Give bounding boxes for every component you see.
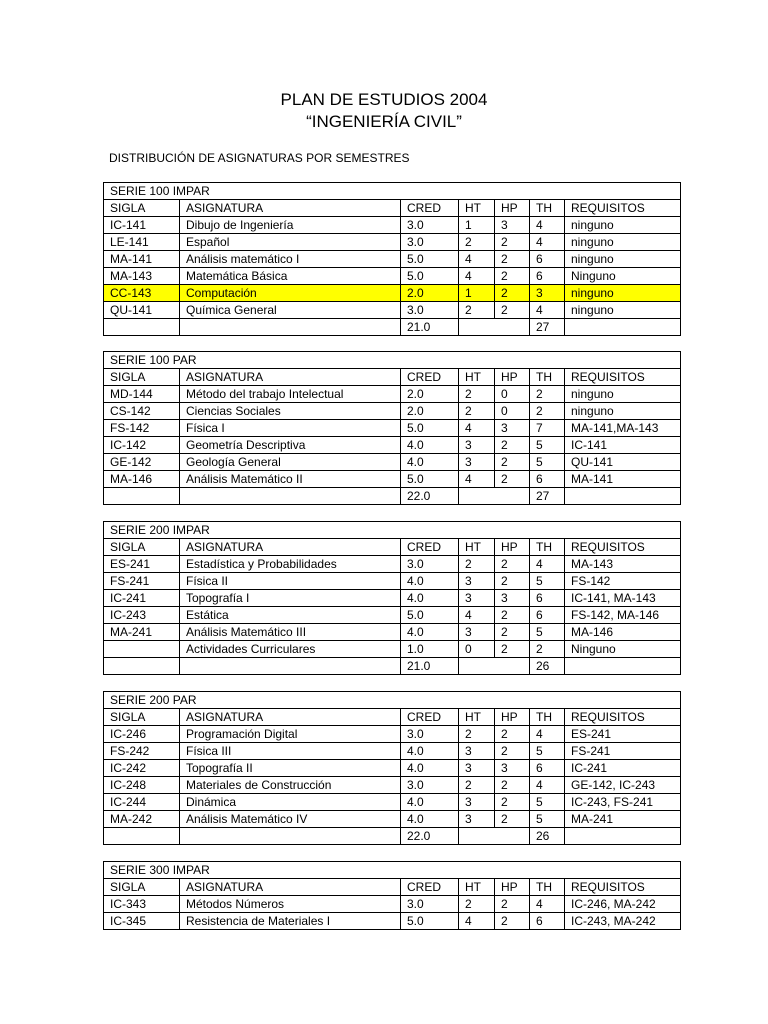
table-cell: Ninguno: [565, 268, 681, 285]
table-cell: IC-141: [104, 217, 180, 234]
table-cell: 3: [459, 794, 495, 811]
table-cell: Dinámica: [180, 794, 401, 811]
table-cell: IC-142: [104, 437, 180, 454]
table-cell: Análisis Matemático IV: [180, 811, 401, 828]
course-row: [104, 760, 681, 777]
course-row: [104, 573, 681, 590]
column-header: ASIGNATURA: [180, 200, 401, 217]
table-cell: 3: [459, 573, 495, 590]
table-cell: 4: [530, 726, 565, 743]
table-cell: Método del trabajo Intelectual: [180, 386, 401, 403]
table-cell: Estadística y Probabilidades: [180, 556, 401, 573]
table-cell: 0: [459, 641, 495, 658]
table-cell: 5: [530, 794, 565, 811]
table-cell: 2: [495, 726, 530, 743]
table-cell: 3.0: [401, 217, 459, 234]
series-label: SERIE 300 IMPAR: [104, 862, 681, 879]
table-cell: IC-141, MA-143: [565, 590, 681, 607]
table-cell: Ciencias Sociales: [180, 403, 401, 420]
table-cell: MA-241: [104, 624, 180, 641]
table-cell: IC-343: [104, 896, 180, 913]
column-header: TH: [530, 369, 565, 386]
table-cell: 2: [530, 386, 565, 403]
table-cell: 5.0: [401, 471, 459, 488]
total-credits: 21.0: [401, 319, 459, 336]
column-header: REQUISITOS: [565, 879, 681, 896]
table-cell: QU-141: [565, 454, 681, 471]
total-credits: 21.0: [401, 658, 459, 675]
table-cell: 6: [530, 251, 565, 268]
table-cell: 6: [530, 471, 565, 488]
table-cell: Métodos Números: [180, 896, 401, 913]
table-cell: 4.0: [401, 437, 459, 454]
table-cell: 5: [530, 743, 565, 760]
table-cell: 0: [495, 386, 530, 403]
column-header: CRED: [401, 879, 459, 896]
table-cell: [180, 488, 401, 505]
table-cell: FS-241: [104, 573, 180, 590]
table-cell: Ninguno: [565, 641, 681, 658]
column-header: TH: [530, 709, 565, 726]
table-cell: IC-345: [104, 913, 180, 930]
table-cell: Física II: [180, 573, 401, 590]
table-cell: 4: [530, 556, 565, 573]
totals-row: [104, 828, 681, 845]
column-header: SIGLA: [104, 369, 180, 386]
table-cell: 3.0: [401, 896, 459, 913]
table-cell: FS-242: [104, 743, 180, 760]
table-cell: 5.0: [401, 607, 459, 624]
table-cell: 4.0: [401, 454, 459, 471]
column-header: CRED: [401, 539, 459, 556]
course-row: [104, 641, 681, 658]
table-cell: 7: [530, 420, 565, 437]
column-header: REQUISITOS: [565, 709, 681, 726]
table-cell: ninguno: [565, 251, 681, 268]
column-header: CRED: [401, 200, 459, 217]
totals-row: [104, 658, 681, 675]
table-cell: 2: [495, 896, 530, 913]
table-cell: 6: [530, 268, 565, 285]
table-cell: IC-244: [104, 794, 180, 811]
table-cell: IC-241: [565, 760, 681, 777]
column-header: SIGLA: [104, 200, 180, 217]
table-cell: 2: [459, 302, 495, 319]
table-cell: 3: [459, 437, 495, 454]
totals-row: [104, 319, 681, 336]
table-cell: 2: [495, 913, 530, 930]
column-header: HT: [459, 709, 495, 726]
course-row: [104, 471, 681, 488]
table-cell: 3.0: [401, 556, 459, 573]
column-header: HP: [495, 200, 530, 217]
table-cell: MA-143: [565, 556, 681, 573]
course-row: [104, 251, 681, 268]
table-cell: 3: [459, 743, 495, 760]
table-cell: 4.0: [401, 811, 459, 828]
table-cell: [459, 658, 530, 675]
table-cell: GE-142: [104, 454, 180, 471]
course-row: [104, 777, 681, 794]
semester-table: [103, 521, 681, 675]
table-cell: [180, 658, 401, 675]
table-cell: Estática: [180, 607, 401, 624]
header-row: [104, 200, 681, 217]
table-cell: 3: [459, 624, 495, 641]
table-cell: [104, 488, 180, 505]
table-cell: 1: [459, 217, 495, 234]
table-cell: IC-141: [565, 437, 681, 454]
table-cell: 2: [495, 556, 530, 573]
table-cell: 2: [459, 403, 495, 420]
table-cell: [565, 319, 681, 336]
table-cell: 4: [459, 251, 495, 268]
table-cell: 4: [459, 607, 495, 624]
table-cell: 2: [530, 403, 565, 420]
table-cell: FS-142, MA-146: [565, 607, 681, 624]
course-row: [104, 726, 681, 743]
table-cell: 2: [495, 234, 530, 251]
table-cell: LE-141: [104, 234, 180, 251]
table-cell: [104, 641, 180, 658]
column-header: REQUISITOS: [565, 200, 681, 217]
column-header: CRED: [401, 709, 459, 726]
total-credits: 22.0: [401, 828, 459, 845]
table-cell: 5: [530, 811, 565, 828]
table-cell: 3.0: [401, 726, 459, 743]
table-cell: IC-243, MA-242: [565, 913, 681, 930]
table-cell: [459, 828, 530, 845]
table-cell: 2: [459, 556, 495, 573]
table-cell: Matemática Básica: [180, 268, 401, 285]
table-cell: [104, 658, 180, 675]
table-cell: MA-146: [565, 624, 681, 641]
table-cell: 1: [459, 285, 495, 302]
table-cell: Programación Digital: [180, 726, 401, 743]
column-header: HT: [459, 369, 495, 386]
table-cell: 4.0: [401, 743, 459, 760]
table-cell: Geometría Descriptiva: [180, 437, 401, 454]
total-hours: 26: [530, 828, 565, 845]
course-row: [104, 454, 681, 471]
table-cell: 2: [459, 386, 495, 403]
table-cell: [565, 488, 681, 505]
course-row: [104, 420, 681, 437]
table-cell: IC-243, FS-241: [565, 794, 681, 811]
table-cell: 5: [530, 624, 565, 641]
table-cell: MA-241: [565, 811, 681, 828]
semester-table: [103, 691, 681, 845]
table-cell: [104, 319, 180, 336]
table-cell: 2: [495, 285, 530, 302]
table-cell: 6: [530, 760, 565, 777]
table-cell: [459, 319, 530, 336]
table-cell: 5: [530, 573, 565, 590]
total-hours: 26: [530, 658, 565, 675]
column-header: HT: [459, 539, 495, 556]
column-header: TH: [530, 879, 565, 896]
table-cell: Física I: [180, 420, 401, 437]
series-label: SERIE 200 PAR: [104, 692, 681, 709]
column-header: SIGLA: [104, 879, 180, 896]
table-cell: Materiales de Construcción: [180, 777, 401, 794]
table-cell: [180, 828, 401, 845]
column-header: HP: [495, 709, 530, 726]
table-cell: 3: [459, 454, 495, 471]
table-cell: 2: [459, 777, 495, 794]
table-cell: 1.0: [401, 641, 459, 658]
table-cell: [565, 658, 681, 675]
column-header: HP: [495, 539, 530, 556]
table-cell: Análisis Matemático III: [180, 624, 401, 641]
table-cell: 4: [459, 913, 495, 930]
table-cell: 2: [459, 896, 495, 913]
series-label: SERIE 200 IMPAR: [104, 522, 681, 539]
column-header: HT: [459, 879, 495, 896]
table-cell: Análisis matemático I: [180, 251, 401, 268]
course-row: [104, 437, 681, 454]
course-row: [104, 386, 681, 403]
table-cell: Topografía I: [180, 590, 401, 607]
table-cell: Resistencia de Materiales I: [180, 913, 401, 930]
header-row: [104, 709, 681, 726]
table-cell: FS-241: [565, 743, 681, 760]
table-cell: ninguno: [565, 234, 681, 251]
table-cell: ES-241: [565, 726, 681, 743]
table-cell: MA-143: [104, 268, 180, 285]
table-cell: [459, 488, 530, 505]
table-cell: 2: [495, 743, 530, 760]
table-cell: 4.0: [401, 573, 459, 590]
table-cell: Topografía II: [180, 760, 401, 777]
table-cell: 2.0: [401, 403, 459, 420]
course-row: [104, 302, 681, 319]
table-cell: 2: [495, 573, 530, 590]
table-cell: Actividades Curriculares: [180, 641, 401, 658]
table-cell: MA-242: [104, 811, 180, 828]
table-cell: 2: [459, 234, 495, 251]
table-cell: 2: [495, 302, 530, 319]
table-cell: [180, 319, 401, 336]
course-row: [104, 403, 681, 420]
course-row: [104, 896, 681, 913]
table-cell: 4: [530, 234, 565, 251]
table-cell: Español: [180, 234, 401, 251]
column-header: ASIGNATURA: [180, 369, 401, 386]
course-row: [104, 234, 681, 251]
table-cell: ninguno: [565, 302, 681, 319]
table-cell: IC-246, MA-242: [565, 896, 681, 913]
table-cell: 2: [495, 641, 530, 658]
table-cell: 3: [530, 285, 565, 302]
table-cell: 2: [495, 777, 530, 794]
table-cell: 4: [459, 471, 495, 488]
table-cell: 5.0: [401, 268, 459, 285]
table-cell: 6: [530, 607, 565, 624]
table-cell: 3.0: [401, 302, 459, 319]
table-cell: 4: [530, 302, 565, 319]
column-header: ASIGNATURA: [180, 709, 401, 726]
semester-table: [103, 861, 681, 930]
table-cell: 2: [495, 624, 530, 641]
table-cell: [565, 828, 681, 845]
table-cell: 3: [495, 420, 530, 437]
table-cell: 3: [459, 811, 495, 828]
table-cell: ninguno: [565, 285, 681, 302]
semester-table: [103, 182, 681, 336]
column-header: HP: [495, 369, 530, 386]
table-cell: MA-146: [104, 471, 180, 488]
column-header: CRED: [401, 369, 459, 386]
course-row: [104, 268, 681, 285]
total-hours: 27: [530, 488, 565, 505]
column-header: TH: [530, 539, 565, 556]
table-cell: IC-242: [104, 760, 180, 777]
table-cell: 4: [530, 896, 565, 913]
table-cell: 4: [530, 777, 565, 794]
table-cell: 4.0: [401, 794, 459, 811]
table-cell: 4: [530, 217, 565, 234]
course-row: [104, 556, 681, 573]
column-header: HP: [495, 879, 530, 896]
table-cell: 3.0: [401, 234, 459, 251]
semester-table: [103, 351, 681, 505]
course-row: [104, 590, 681, 607]
table-cell: 2: [459, 726, 495, 743]
series-label: SERIE 100 PAR: [104, 352, 681, 369]
table-cell: 2: [495, 454, 530, 471]
course-row: [104, 285, 681, 302]
table-cell: 4: [459, 420, 495, 437]
table-cell: ninguno: [565, 217, 681, 234]
course-row: [104, 624, 681, 641]
table-cell: QU-141: [104, 302, 180, 319]
total-hours: 27: [530, 319, 565, 336]
table-cell: CC-143: [104, 285, 180, 302]
table-cell: Análisis Matemático II: [180, 471, 401, 488]
table-cell: 2.0: [401, 386, 459, 403]
table-cell: FS-142: [565, 573, 681, 590]
header-row: [104, 369, 681, 386]
table-cell: MA-141,MA-143: [565, 420, 681, 437]
column-header: REQUISITOS: [565, 369, 681, 386]
table-cell: 2: [495, 251, 530, 268]
table-cell: ninguno: [565, 386, 681, 403]
course-row: [104, 607, 681, 624]
table-cell: MD-144: [104, 386, 180, 403]
column-header: ASIGNATURA: [180, 539, 401, 556]
table-cell: 4.0: [401, 590, 459, 607]
document-title: PLAN DE ESTUDIOS 2004: [280, 90, 488, 109]
table-cell: IC-241: [104, 590, 180, 607]
table-cell: 5.0: [401, 420, 459, 437]
table-cell: 3: [495, 760, 530, 777]
table-cell: Física III: [180, 743, 401, 760]
course-row: [104, 743, 681, 760]
table-cell: 2.0: [401, 285, 459, 302]
table-cell: 4.0: [401, 760, 459, 777]
table-cell: 2: [495, 471, 530, 488]
header-row: [104, 539, 681, 556]
column-header: TH: [530, 200, 565, 217]
table-cell: IC-248: [104, 777, 180, 794]
table-cell: 3.0: [401, 777, 459, 794]
table-cell: 5: [530, 437, 565, 454]
total-credits: 22.0: [401, 488, 459, 505]
table-cell: 4.0: [401, 624, 459, 641]
table-cell: ninguno: [565, 403, 681, 420]
table-cell: IC-243: [104, 607, 180, 624]
table-cell: 2: [530, 641, 565, 658]
table-cell: 6: [530, 590, 565, 607]
table-cell: 3: [459, 590, 495, 607]
table-cell: 2: [495, 607, 530, 624]
table-cell: GE-142, IC-243: [565, 777, 681, 794]
totals-row: [104, 488, 681, 505]
table-cell: [104, 828, 180, 845]
table-cell: 5.0: [401, 251, 459, 268]
table-cell: IC-246: [104, 726, 180, 743]
course-row: [104, 217, 681, 234]
section-heading: DISTRIBUCIÓN DE ASIGNATURAS POR SEMESTRES: [109, 151, 410, 165]
table-cell: FS-142: [104, 420, 180, 437]
table-cell: 6: [530, 913, 565, 930]
header-row: [104, 879, 681, 896]
table-cell: ES-241: [104, 556, 180, 573]
column-header: REQUISITOS: [565, 539, 681, 556]
table-cell: 2: [495, 268, 530, 285]
column-header: ASIGNATURA: [180, 879, 401, 896]
table-cell: MA-141: [565, 471, 681, 488]
table-cell: CS-142: [104, 403, 180, 420]
course-row: [104, 811, 681, 828]
table-cell: 3: [495, 217, 530, 234]
table-cell: 5.0: [401, 913, 459, 930]
table-cell: Computación: [180, 285, 401, 302]
table-cell: Química General: [180, 302, 401, 319]
column-header: HT: [459, 200, 495, 217]
table-cell: 4: [459, 268, 495, 285]
table-cell: 2: [495, 811, 530, 828]
course-row: [104, 794, 681, 811]
column-header: SIGLA: [104, 539, 180, 556]
table-cell: Geología General: [180, 454, 401, 471]
course-row: [104, 913, 681, 930]
table-cell: Dibujo de Ingeniería: [180, 217, 401, 234]
column-header: SIGLA: [104, 709, 180, 726]
table-cell: 2: [495, 437, 530, 454]
table-cell: 3: [495, 590, 530, 607]
document-subtitle-career: “INGENIERÍA CIVIL”: [306, 112, 462, 131]
series-label: SERIE 100 IMPAR: [104, 183, 681, 200]
table-cell: 3: [459, 760, 495, 777]
table-cell: MA-141: [104, 251, 180, 268]
table-cell: 5: [530, 454, 565, 471]
table-cell: 0: [495, 403, 530, 420]
table-cell: 2: [495, 794, 530, 811]
